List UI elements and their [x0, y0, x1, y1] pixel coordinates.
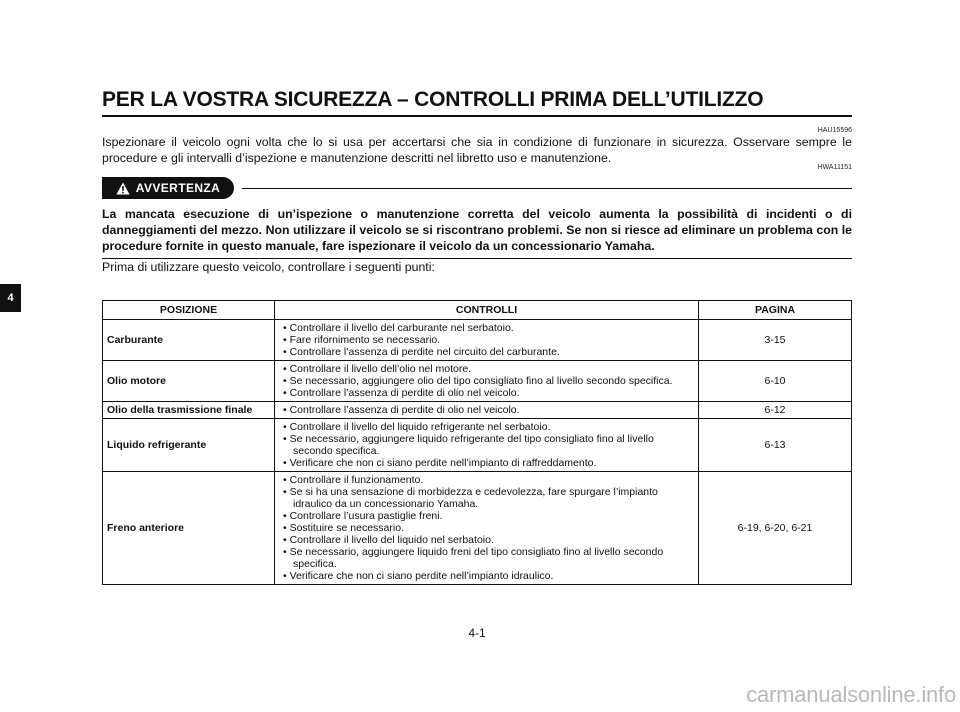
row-position: Olio motore [103, 361, 275, 402]
table-row [103, 419, 852, 472]
page-number: 4-1 [468, 626, 486, 640]
row-page-ref: 6-12 [699, 402, 852, 419]
warning-triangle-icon [116, 182, 130, 195]
row-checks [275, 419, 699, 472]
row-page-ref: 6-19, 6-20, 6-21 [699, 472, 852, 585]
table-row [103, 472, 852, 585]
header-pagina: PAGINA [699, 301, 852, 320]
check-item: • Controllare il livello del carburante nel serbatoio. [283, 322, 514, 334]
check-item: • Se si ha una sensazione di morbidezza e cedevolezza, fare spurgare l’impianto idraulico da un concessionario Yamaha. [283, 486, 658, 510]
warning-label-box [102, 177, 234, 199]
check-item: • Sostituire se necessario. [283, 522, 404, 534]
table-row [103, 320, 852, 361]
table-row [103, 361, 852, 402]
check-item: • Controllare l’assenza di perdite di olio nel veicolo. [283, 404, 520, 416]
watermark: carmanualsonline.info [746, 682, 956, 707]
check-item: • Se necessario, aggiungere liquido refrigerante del tipo consigliato fino al livello secondo specifica. [283, 433, 654, 457]
warning-text: La mancata esecuzione di un’ispezione o manutenzione corretta del veicolo aumenta la possibilità di incidenti o di danneggiamenti del mezzo. Non utilizzare il veicolo se si riscontrano problemi. Se non si riesce ad eliminare un problema con le procedure fornite in questo manuale, fare ispezionare il veicolo da un concessionario Yamaha. [102, 206, 852, 259]
row-page-ref: 6-10 [699, 361, 852, 402]
row-checks [275, 361, 699, 402]
check-item: • Se necessario, aggiungere liquido freni del tipo consigliato fino al livello secondo specifica. [283, 546, 664, 570]
check-item: • Verificare che non ci siano perdite nell’impianto di raffreddamento. [283, 457, 597, 469]
table-header-row [103, 301, 852, 320]
header-posizione: POSIZIONE [103, 301, 275, 320]
row-position: Liquido refrigerante [103, 419, 275, 472]
row-position: Olio della trasmissione finale [103, 402, 275, 419]
check-item: • Controllare l’usura pastiglie freni. [283, 510, 443, 522]
chapter-tab: 4 [0, 284, 21, 312]
check-item: • Controllare l’assenza di perdite nel circuito del carburante. [283, 346, 560, 358]
warning-reference-code: HWA11151 [817, 164, 852, 171]
table-body [103, 320, 852, 585]
reference-code: HAU15596 [817, 127, 852, 134]
table-row [103, 402, 852, 419]
row-page-ref: 6-13 [699, 419, 852, 472]
page-title: PER LA VOSTRA SICUREZZA – CONTROLLI PRIMA DELL’UTILIZZO [102, 88, 852, 117]
header-controlli: CONTROLLI [275, 301, 699, 320]
warning-divider [242, 188, 852, 189]
row-position: Carburante [103, 320, 275, 361]
check-item: • Controllare il livello del liquido nel serbatoio. [283, 534, 494, 546]
check-item: • Controllare il funzionamento. [283, 474, 424, 486]
row-checks [275, 472, 699, 585]
check-item: • Fare rifornimento se necessario. [283, 334, 441, 346]
checklist-intro: Prima di utilizzare questo veicolo, controllare i seguenti punti: [102, 260, 435, 274]
intro-paragraph: Ispezionare il veicolo ogni volta che lo si usa per accertarsi che sia in condizione di funzionare in sicurezza. Osservare sempre le procedure e gli intervalli d’ispezione e manutenzione descritti nel libretto uso e manutenzione. [102, 135, 852, 165]
row-page-ref: 3-15 [699, 320, 852, 361]
check-item: • Verificare che non ci siano perdite nell’impianto idraulico. [283, 570, 554, 582]
checks-table [102, 300, 852, 585]
check-item: • Controllare il livello del liquido refrigerante nel serbatoio. [283, 421, 551, 433]
row-position: Freno anteriore [103, 472, 275, 585]
row-checks [275, 402, 699, 419]
check-item: • Controllare il livello dell’olio nel motore. [283, 363, 472, 375]
check-item: • Se necessario, aggiungere olio del tipo consigliato fino al livello secondo specifica. [283, 375, 673, 387]
row-checks [275, 320, 699, 361]
warning-header [102, 177, 852, 199]
check-item: • Controllare l’assenza di perdite di olio nel veicolo. [283, 387, 520, 399]
warning-label: AVVERTENZA [135, 181, 221, 195]
